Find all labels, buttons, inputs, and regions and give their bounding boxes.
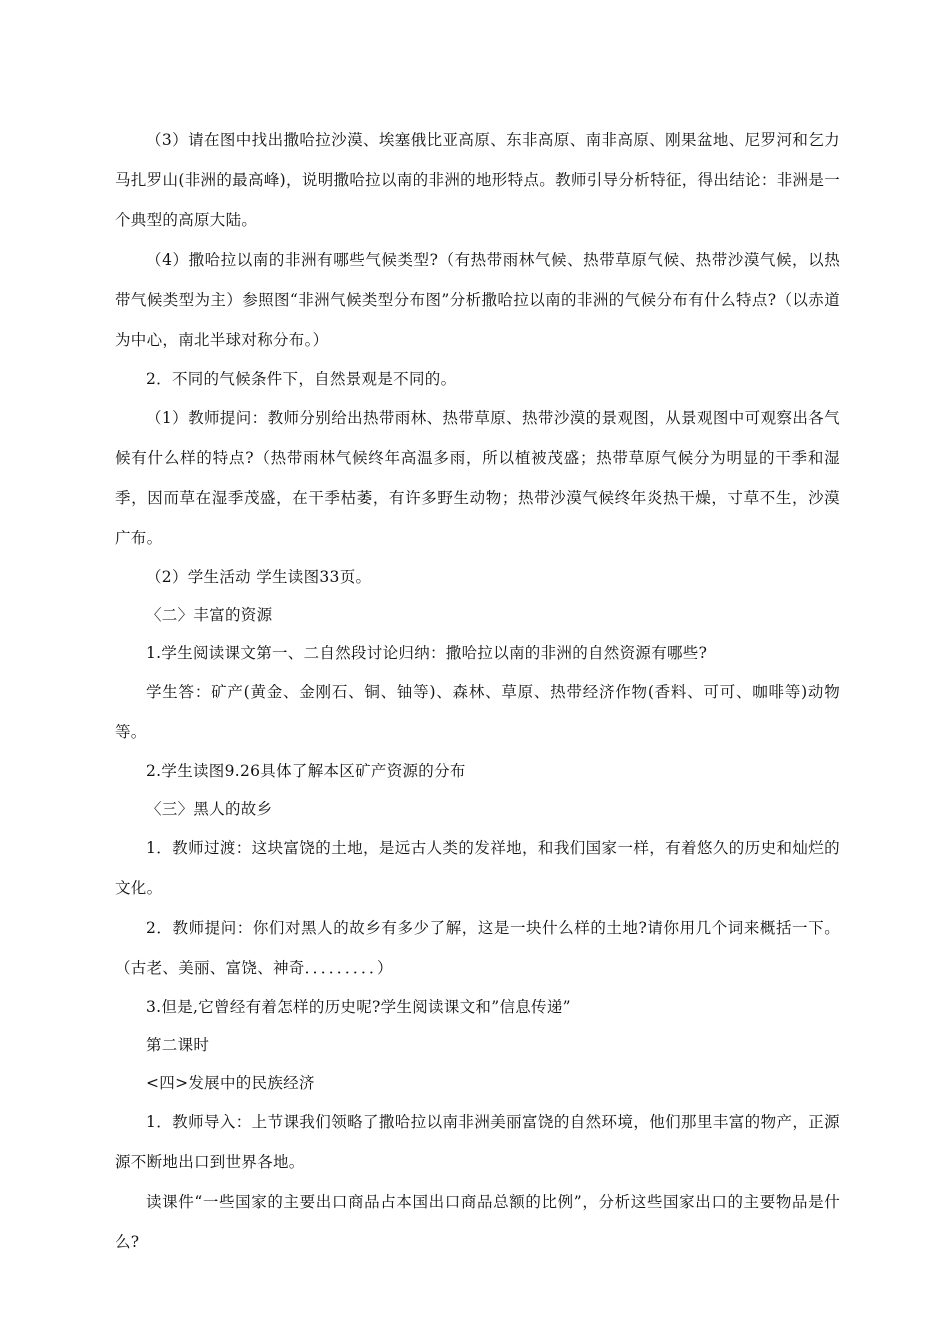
paragraph-resources-question: 1.学生阅读课文第一、二自然段讨论归纳：撒哈拉以南的非洲的自然资源有哪些? <box>146 644 708 662</box>
section-heading-economy: <四>发展中的民族经济 <box>146 1074 315 1092</box>
paragraph-export-reading: 读课件“一些国家的主要出口商品占本国出口商品总额的比例”，分析这些国家出口的主要物品是什么? <box>115 1193 840 1251</box>
paragraph-student-activity: （2）学生活动 学生读图33页。 <box>146 568 372 586</box>
paragraph-climate-question: （4）撒哈拉以南的非洲有哪些气候类型?（有热带雨林气候、热带草原气候、热带沙漠气候，以热带气候类型为主）参照图“非洲气候类型分布图”分析撒哈拉以南的非洲的气候分布有什么特点?（以赤道为中心，南北半球对称分布。） <box>115 251 840 349</box>
paragraph-terrain-question: （3）请在图中找出撒哈拉沙漠、埃塞俄比亚高原、东非高原、南非高原、刚果盆地、尼罗河和乞力马扎罗山(非洲的最高峰)，说明撒哈拉以南的非洲的地形特点。教师引导分析特征，得出结论：非洲是一个典型的高原大陆。 <box>115 131 840 229</box>
document-body <box>115 120 840 1262</box>
paragraph-history-question: 3.但是,它曾经有着怎样的历史呢?学生阅读课文和”信息传递” <box>146 998 571 1016</box>
paragraph-teacher-question-homeland: 2．教师提问：你们对黑人的故乡有多少了解，这是一块什么样的土地?请你用几个词来概括一下。（古老、美丽、富饶、神奇．．．．．．．．．） <box>115 919 840 977</box>
paragraph-landscape-heading: 2．不同的气候条件下，自然景观是不同的。 <box>146 370 457 388</box>
section-heading-homeland: 〈三〉黑人的故乡 <box>146 800 273 818</box>
paragraph-teacher-transition: 1．教师过渡：这块富饶的土地，是远古人类的发祥地，和我们国家一样，有着悠久的历史和灿烂的文化。 <box>115 839 840 897</box>
paragraph-teacher-question-landscape: （1）教师提问：教师分别给出热带雨林、热带草原、热带沙漠的景观图，从景观图中可观察出各气候有什么样的特点?（热带雨林气候终年高温多雨，所以植被茂盛；热带草原气候分为明显的干季和湿季，因而草在湿季茂盛，在干季枯萎，有许多野生动物；热带沙漠气候终年炎热干燥，寸草不生，沙漠广布。 <box>115 409 840 547</box>
paragraph-mineral-map: 2.学生读图9.26具体了解本区矿产资源的分布 <box>146 762 466 780</box>
lesson-heading-second: 第二课时 <box>146 1036 210 1054</box>
section-heading-resources: 〈二〉丰富的资源 <box>146 606 273 624</box>
paragraph-student-answer: 学生答：矿产(黄金、金刚石、铜、铀等)、森林、草原、热带经济作物(香料、可可、咖啡等)动物等。 <box>115 683 840 741</box>
paragraph-teacher-intro: 1．教师导入：上节课我们领略了撒哈拉以南非洲美丽富饶的自然环境，他们那里丰富的物产，正源源不断地出口到世界各地。 <box>115 1113 840 1171</box>
